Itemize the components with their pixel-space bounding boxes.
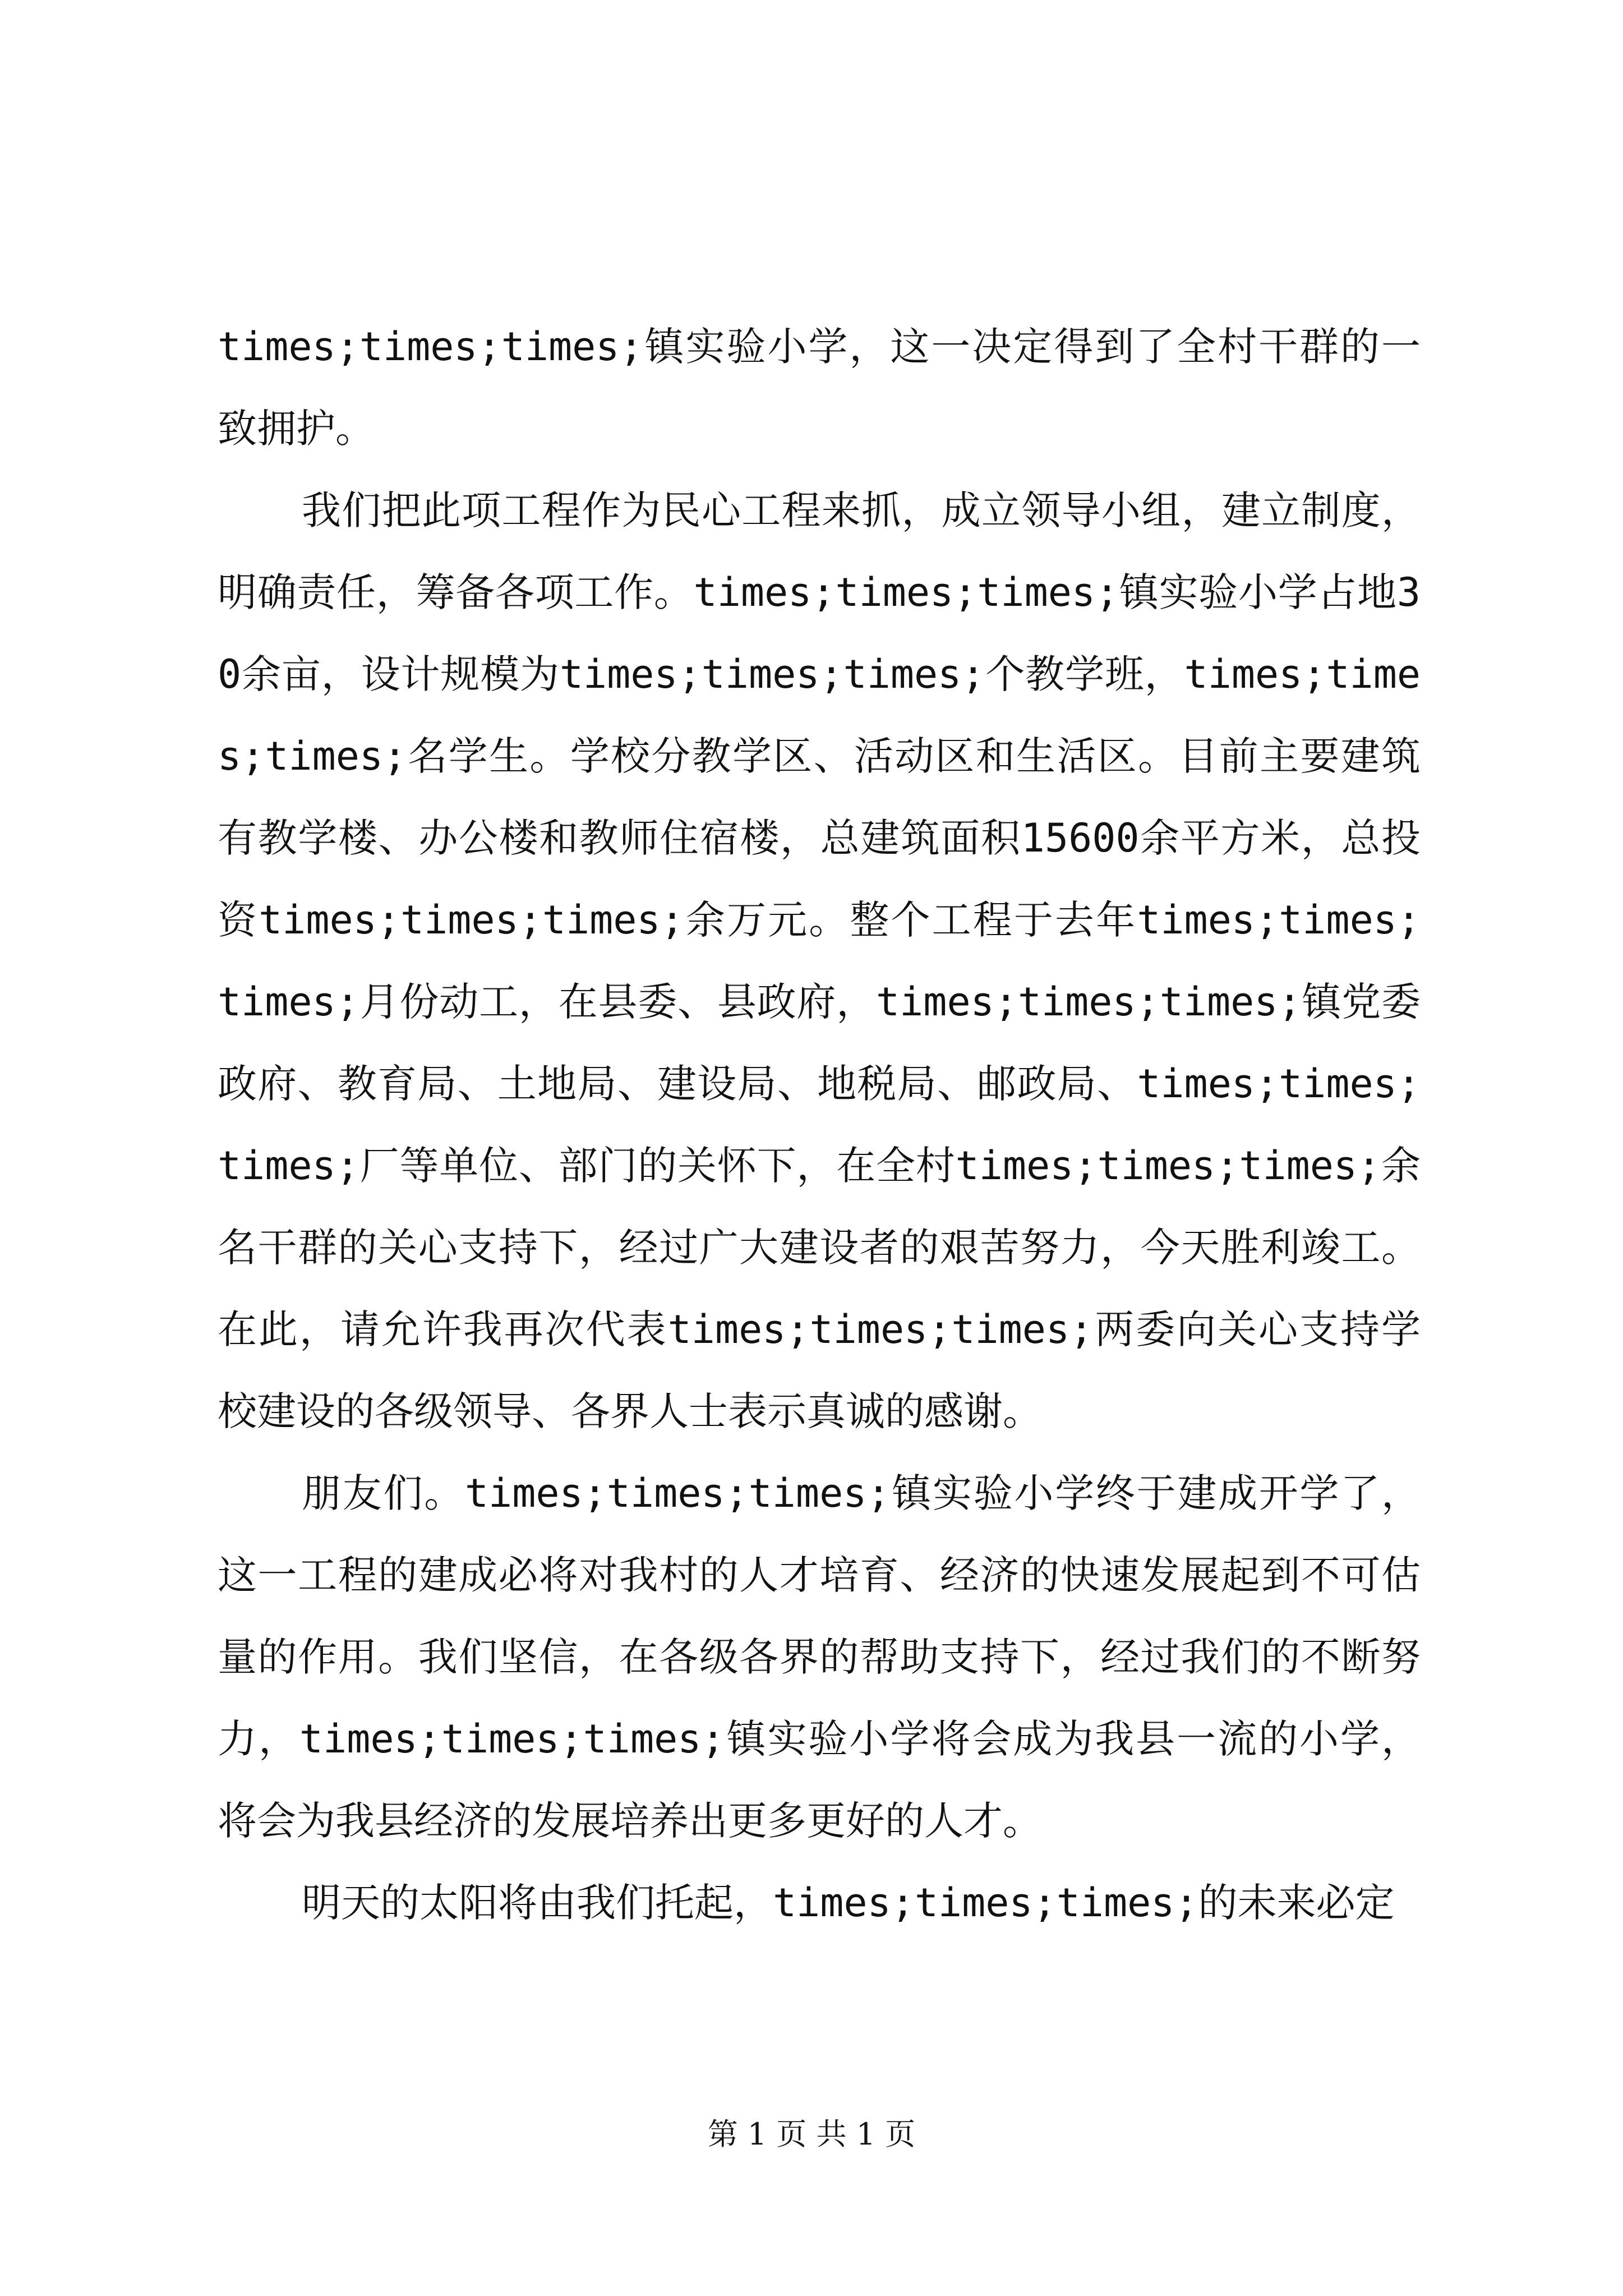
document-body — [218, 306, 1421, 1944]
paragraph-3: 朋友们。times;times;times;镇实验小学终于建成开学了，这一工程的建成必将对我村的人才培育、经济的快速发展起到不可估量的作用。我们坚信，在各级各界的帮助支持下，经过我们的不断努力，times;times;times;镇实验小学将会成为我县一流的小学，将会为我县经济的发展培养出更多更好的人才。 — [218, 1470, 1421, 1844]
paragraph-4: 明天的太阳将由我们托起，times;times;times;的未来必定 — [302, 1880, 1395, 1926]
page-number-footer: 第 1 页 共 1 页 — [707, 2116, 916, 2152]
paragraph-1: times;times;times;镇实验小学，这一决定得到了全村干群的一致拥护。 — [218, 324, 1421, 452]
paragraph-2: 我们把此项工程作为民心工程来抓，成立领导小组，建立制度，明确责任，筹备各项工作。times;times;times;镇实验小学占地30余亩，设计规模为times;times;times;个教学班，times;times;times;名学生。学校分教学区、活动区和生活区。目前主要建筑有教学楼、办公楼和教师住宿楼，总建筑面积15600余平方米，总投资times;times;times;余万元。整个工程于去年times;times;times;月份动工，在县委、县政府，times;times;times;镇党委政府、教育局、土地局、建设局、地税局、邮政局、times;times;times;厂等单位、部门的关怀下，在全村times;times;times;余名干群的关心支持下，经过广大建设者的艰苦努力，今天胜利竣工。在此，请允许我再次代表times;times;times;两委向关心支持学校建设的各级领导、各界人士表示真诚的感谢。 — [218, 487, 1421, 1434]
